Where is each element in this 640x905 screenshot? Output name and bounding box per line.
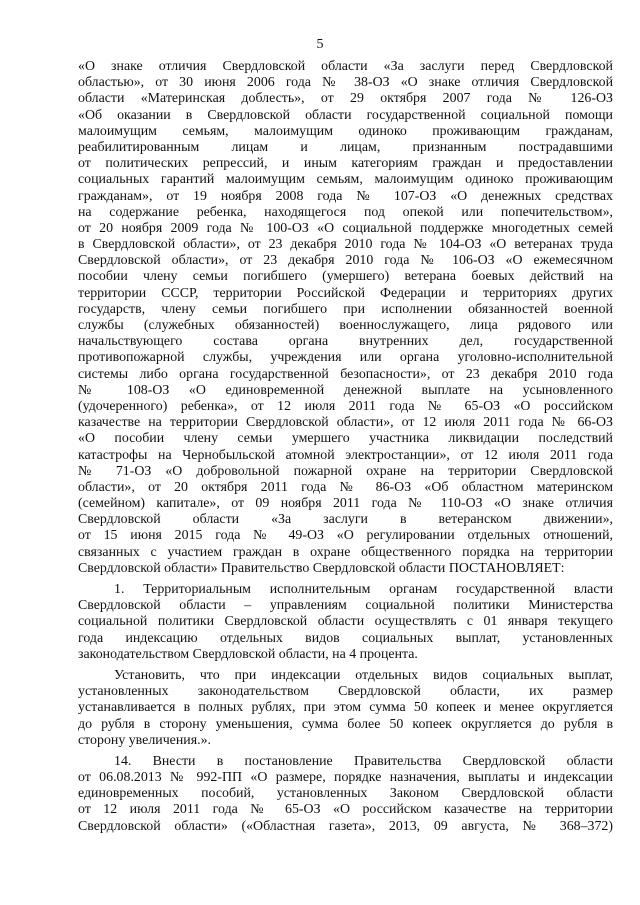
text-line: системы либо органа государственной безопасности», от 23 декабря 2010 года [78, 366, 613, 382]
text-line: от 20 ноября 2009 года № 100-ОЗ «О социальной поддержке многодетных семей [78, 220, 613, 236]
text-line: катастрофы на Чернобыльской атомной электростанции», от 12 июля 2011 года [78, 447, 613, 463]
text-line: «О пособии члену семьи умершего участника ликвидации последствий [78, 431, 613, 447]
text-line: законодательством Свердловской области, на 4 процента. [78, 646, 418, 662]
text-line: установленных законодательством Свердловской области, их размер [78, 684, 613, 700]
text-line: «О знаке отличия Свердловской области «За заслуги перед Свердловской [78, 59, 613, 74]
text-line: Свердловской области» («Областная газета», 2013, 09 августа, № 368–372) [78, 818, 613, 834]
text-line: социальной политики Свердловской области осуществлять с 01 января текущего [78, 614, 613, 630]
text-line: противопожарной службы, учреждения или органа уголовно-исполнительной [78, 350, 613, 366]
text-line: года индексацию отдельных видов социальных выплат, установленных [78, 630, 613, 646]
text-line: Свердловской области – управлениям социальной политики Министерства [78, 598, 613, 614]
text-line: территории СССР, территории Российской Федерации и территориях других [78, 285, 613, 301]
text-line: социальных гарантий малоимущим семьям, малоимущим одиноко проживающим [78, 172, 613, 188]
text-line: начальствующего состава органа внутренних дел, государственной [78, 334, 613, 350]
text-line: до рубля в сторону уменьшения, сумма более 50 копеек округляется до рубля в [78, 716, 613, 732]
text-line: Установить, что при индексации отдельных видов социальных выплат, [114, 667, 613, 683]
text-line: гражданам», от 19 ноября 2008 года № 107-ОЗ «О денежных средствах [78, 188, 613, 204]
text-line: на содержание ребенка, находящегося под опекой или попечительством», [78, 204, 613, 220]
text-line: области», от 20 октября 2011 года № 86-ОЗ «Об областном материнском [78, 479, 613, 495]
text-line: от политических репрессий, и иным категориям граждан и предоставлении [78, 156, 613, 172]
text-line: 1. Территориальным исполнительным органам государственной власти [114, 582, 613, 597]
text-line: № 108-ОЗ «О единовременной денежной выплате на усыновленного [78, 382, 613, 398]
text-line: службы (служебных обязанностей) военнослужащего, лица рядового или [78, 318, 613, 333]
text-line: в Свердловской области», от 23 декабря 2010 года № 104-ОЗ «О ветеранах труда [78, 237, 613, 253]
text-line: связанных с участием граждан в охране общественного порядка на территории [78, 544, 613, 560]
text-line: реабилитированным лицам и лицам, признанным пострадавшими [78, 139, 613, 155]
text-line: (удочеренного) ребенка», от 12 июля 2011 года № 65-ОЗ «О российском [78, 398, 613, 414]
text-line: 14. Внести в постановление Правительства Свердловской области [114, 753, 613, 769]
text-line: от 15 июня 2015 года № 49-ОЗ «О регулировании отдельных отношений, [78, 528, 613, 544]
text-line: государств, члену семьи погибшего при исполнении обязанностей военной [78, 301, 613, 317]
text-line: казачестве на территории Свердловской области», от 12 июля 2011 года № 66-ОЗ [78, 415, 613, 431]
text-line: областью», от 30 июня 2006 года № 38-ОЗ «О знаке отличия Свердловской [78, 75, 613, 91]
text-line: устанавливается в полных рублях, при этом сумма 50 копеек и менее округляется [78, 700, 613, 716]
document-body [78, 59, 613, 835]
text-line: Свердловской области» Правительство Свердловской области ПОСТАНОВЛЯЕТ: [78, 560, 565, 576]
text-line: № 71-ОЗ «О добровольной пожарной охране на территории Свердловской [78, 463, 613, 479]
text-line: малоимущим семьям, малоимущим одиноко проживающим гражданам, [78, 123, 613, 139]
text-line: сторону увеличения.». [78, 732, 211, 748]
text-line: области «Материнская доблесть», от 29 октября 2007 года № 126-ОЗ [78, 91, 613, 107]
text-line: от 12 июля 2011 года № 65-ОЗ «О российском казачестве на территории [78, 802, 613, 818]
page-number: 5 [316, 37, 324, 52]
text-line: от 06.08.2013 № 992-ПП «О размере, порядке назначения, выплаты и индексации [78, 770, 613, 786]
text-line: Свердловской области», от 23 декабря 2010 года № 106-ОЗ «О ежемесячном [78, 253, 613, 269]
text-line: единовременных пособий, установленных Законом Свердловской области [78, 786, 613, 802]
text-line: пособии члену семьи погибшего (умершего) ветерана боевых действий на [78, 269, 613, 285]
text-line: (семейном) капитале», от 09 ноября 2011 года № 110-ОЗ «О знаке отличия [78, 496, 613, 512]
text-line: Свердловской области «За заслуги в ветеранском движении», [78, 512, 613, 528]
text-line: «Об оказании в Свердловской области государственной социальной помощи [78, 107, 613, 123]
